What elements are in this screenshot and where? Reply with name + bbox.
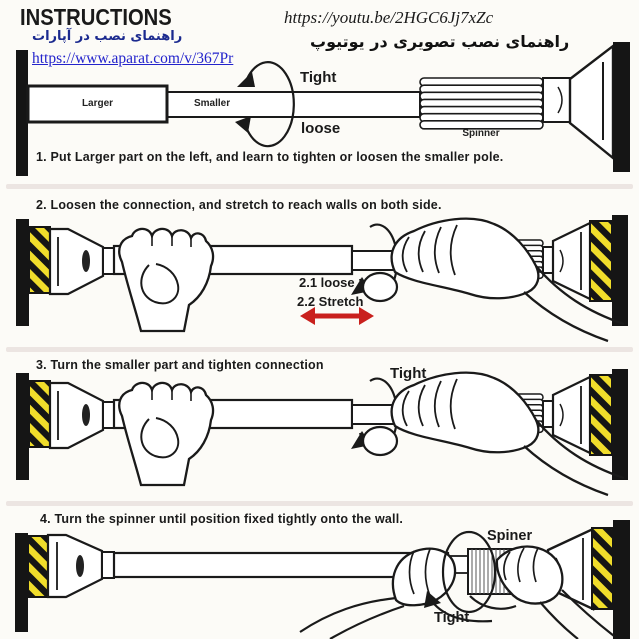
larger-label: Larger <box>81 98 114 109</box>
end-cap-left <box>48 535 114 597</box>
stretch-label-2: 2.2 Stretch <box>297 294 364 309</box>
spinner-ridges <box>420 78 543 129</box>
stretch-arrow <box>300 307 374 325</box>
arm <box>300 598 404 639</box>
youtube-guide-label-fa: راهنمای نصب تصویری در یوتیوپ <box>310 32 570 51</box>
tight-label-1: Tight <box>300 69 337 86</box>
panel-separator <box>6 501 633 506</box>
left-wall-bar <box>15 533 28 632</box>
right-wall-bar <box>613 520 630 639</box>
smaller-label: Smaller <box>194 98 231 109</box>
youtube-url-text: https://youtu.be/2HGC6Jj7xZc <box>284 8 494 27</box>
suction-eye <box>76 555 84 577</box>
spinner-label-1: Spinner <box>462 128 500 139</box>
left-wall-bar <box>16 50 28 176</box>
right-wall-bar <box>613 42 630 172</box>
hazard-pad-left <box>28 536 48 597</box>
step3-caption: 3. Turn the smaller part and tighten connection <box>36 358 324 372</box>
step1-caption: 1. Put Larger part on the left, and learn to tighten or loosen the smaller pole. <box>36 150 504 164</box>
page-title: INSTRUCTIONS <box>20 4 172 30</box>
step2-caption: 2. Loosen the connection, and stretch to reach walls on both side. <box>36 198 442 212</box>
panel-separator <box>6 347 633 352</box>
loose-label-2: 2.1 loose <box>299 275 355 290</box>
loose-label-1: loose <box>301 120 341 137</box>
tight-label-4: Tight <box>434 610 470 626</box>
panel4-diagram <box>15 520 630 639</box>
aparat-guide-label-fa: راهنمای نصب در آپارات <box>32 29 183 44</box>
spinner-label-4: Spiner <box>487 528 533 544</box>
panel-separator <box>6 184 633 189</box>
end-cap-right <box>543 46 613 158</box>
hazard-pad-right <box>592 528 613 609</box>
thumb <box>470 596 516 609</box>
aparat-link[interactable]: https://www.aparat.com/v/367Pr <box>32 50 234 67</box>
panel3-diagram <box>16 369 628 495</box>
step4-caption: 4. Turn the spinner until position fixed tightly onto the wall. <box>40 512 404 526</box>
tight-label-3: Tight <box>390 365 427 382</box>
